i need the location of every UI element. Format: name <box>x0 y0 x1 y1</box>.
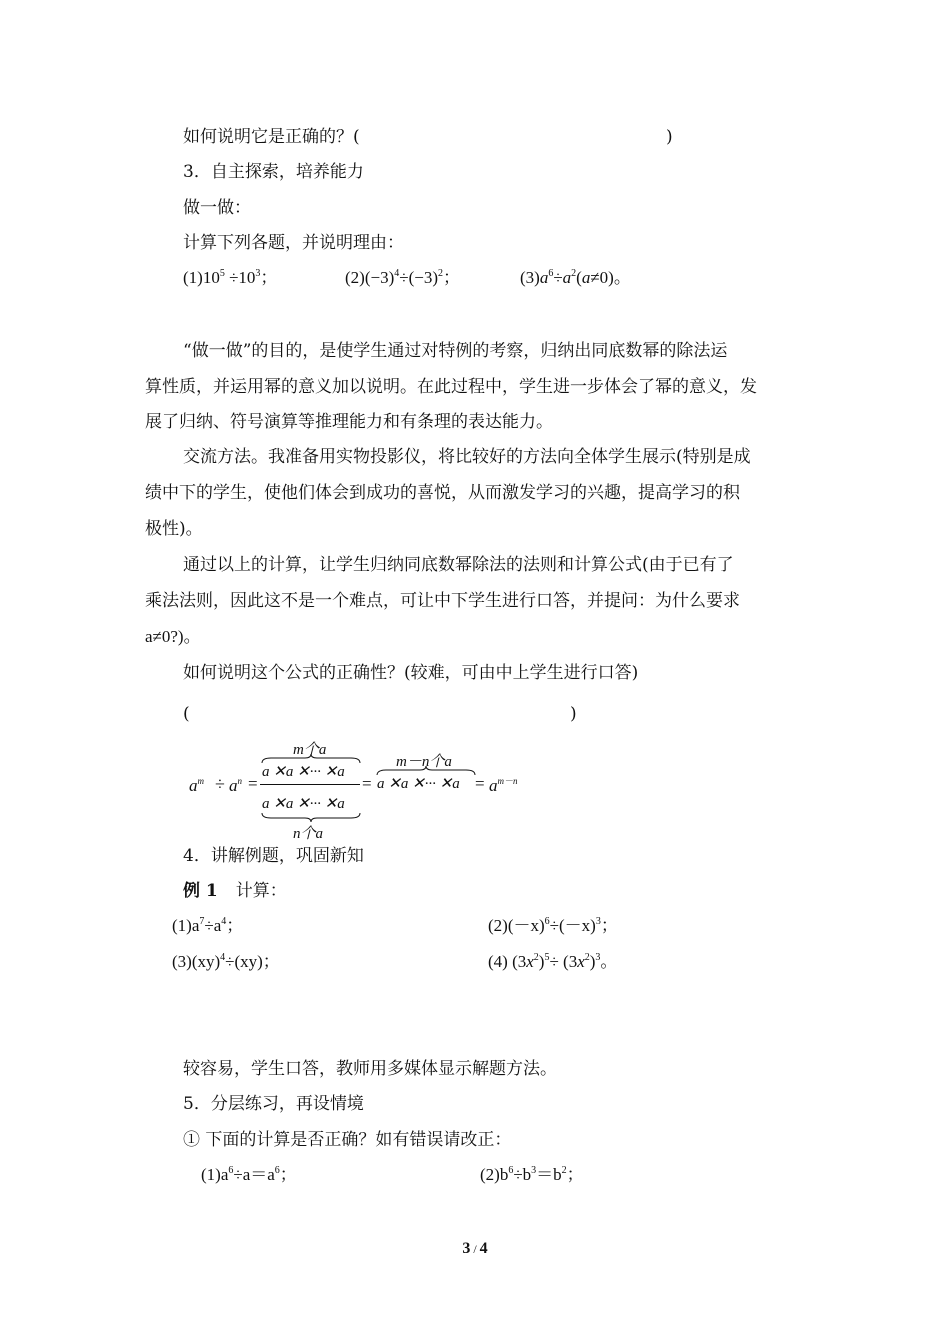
calc2-end: ； <box>442 268 460 287</box>
calc1-end: ； <box>260 268 278 287</box>
formula-lhs-a: a <box>189 776 198 795</box>
ex4-x2: x <box>577 952 585 971</box>
formula-lhs-n: n <box>237 776 242 786</box>
para1-line3: 展了归纳、符号演算等推理能力和有条理的表达能力。 <box>145 412 553 432</box>
calc3-a2: a <box>562 268 572 287</box>
q1b-mid2: ＝b <box>536 1165 562 1184</box>
calc3-cond: ≠0)。 <box>590 268 631 287</box>
q1b-base: (2)b <box>480 1165 509 1184</box>
ex3-base: (3)(xy) <box>172 952 221 971</box>
ex4-exp4: 3 <box>595 952 601 963</box>
calc-intro: 计算下列各题，并说明理由： <box>183 233 404 253</box>
prove-question <box>183 126 360 148</box>
page-number <box>0 1240 950 1258</box>
ex4-paren2: ) <box>589 952 596 971</box>
q1a-end: ； <box>279 1165 297 1184</box>
formula-lhs-a2: a <box>229 776 238 795</box>
close-paren: ) <box>666 127 673 147</box>
ex1-base: (1)a <box>172 916 200 935</box>
para2-line3: 极性)。 <box>145 519 203 539</box>
ex2-end: ； <box>600 916 618 935</box>
q1a-base: (1)a <box>201 1165 229 1184</box>
formula-eq2: = <box>362 774 372 793</box>
calc1-mid: ÷10 <box>224 268 256 287</box>
para1-line2: 算性质，并运用幂的意义加以说明。在此过程中，学生进一步体会了幂的意义，发 <box>145 377 757 397</box>
para2-line2: 绩中下的学生，使他们体会到成功的喜悦，从而激发学习的兴趣，提高学习的积 <box>145 483 740 503</box>
formula-rhs <box>489 776 518 796</box>
calc3-pre: (3) <box>520 268 540 287</box>
ex2-mid: ÷(－x) <box>549 916 596 935</box>
bottom-brace-icon <box>261 812 361 822</box>
q1a-exp2: 6 <box>274 1165 280 1176</box>
calc-item-3 <box>520 267 631 289</box>
formula-numerator: a ✕a ✕··· ✕a <box>262 764 345 780</box>
calc3-a3: a <box>581 268 591 287</box>
ex2-exp2: 3 <box>595 916 601 927</box>
formula-eq1: = <box>248 774 258 793</box>
ex3-end: ÷(xy)； <box>225 952 280 971</box>
formula-top-label: m个a <box>293 742 327 758</box>
formula-middle: a ✕a ✕··· ✕a <box>377 776 460 792</box>
formula-lhs-m: m <box>197 776 204 786</box>
para3-line2: 乘法法则，因此这不是一个难点，可让中下学生进行口答，并提问：为什么要求 <box>145 591 740 611</box>
section-5-title: 5．分层练习，再设情境 <box>183 1094 364 1114</box>
ex1-end: ； <box>226 916 244 935</box>
ex4-mid: ÷ (3 <box>549 952 578 971</box>
ex1-exp1: 7 <box>199 916 205 927</box>
q1a-mid: ÷a＝a <box>233 1165 275 1184</box>
page-current: 3 <box>462 1240 471 1257</box>
calc3-paren: ( <box>576 268 582 287</box>
calc1-exp1: 5 <box>219 268 225 279</box>
example-1-label: 例 1 <box>183 881 218 901</box>
ex2-base: (2)(－x) <box>488 916 545 935</box>
calc3-div: ÷ <box>553 268 563 287</box>
ex1-mid: ÷a <box>204 916 222 935</box>
ex3-exp1: 4 <box>220 952 226 963</box>
para1-line1: “做一做”的目的，是使学生通过对特例的考察，归纳出同底数幂的除法运 <box>183 341 728 361</box>
calc2-exp2: 2 <box>437 268 443 279</box>
q1b-exp3: 2 <box>561 1165 567 1176</box>
para4-line1: 如何说明这个公式的正确性？(较难，可由中上学生进行口答) <box>183 663 639 683</box>
calc2-base: (2)(−3) <box>345 268 395 287</box>
example-1-heading <box>183 880 287 902</box>
calc2-exp1: 4 <box>394 268 400 279</box>
q1b-exp2: 3 <box>531 1165 537 1176</box>
calc1-base: (1)10 <box>183 268 220 287</box>
example-1-text: 计算： <box>235 881 287 901</box>
calc3-a: a <box>539 268 549 287</box>
ex2-exp1: 6 <box>544 916 550 927</box>
example-item-4 <box>488 951 617 973</box>
ex4-x: x <box>526 952 534 971</box>
exercise-item-1 <box>201 1164 297 1186</box>
formula-eq3: = <box>475 774 485 793</box>
exercise-question-1: ① 下面的计算是否正确？如有错误请改正： <box>183 1130 512 1150</box>
ex4-exp2: 5 <box>544 952 550 963</box>
exercise-item-2 <box>480 1164 584 1186</box>
para3-line1: 通过以上的计算，让学生归纳同底数幂除法的法则和计算公式(由于已有了 <box>183 555 734 575</box>
ex4-end: 。 <box>600 952 618 971</box>
ex1-exp2: 4 <box>221 916 227 927</box>
prove-question-close <box>666 126 673 148</box>
q1b-mid: ÷b <box>513 1165 532 1184</box>
formula-denominator: a ✕a ✕··· ✕a <box>262 796 345 812</box>
fraction-bar <box>260 784 360 785</box>
prove-question-text: 如何说明它是正确的？( <box>183 127 360 147</box>
formula-div: ÷ <box>215 774 225 794</box>
q1b-exp1: 6 <box>508 1165 514 1176</box>
formula-lhs <box>189 776 204 796</box>
formula-bottom-label: n个a <box>293 826 324 842</box>
example-item-1 <box>172 915 243 937</box>
para3-line3: a≠0?)。 <box>145 627 201 646</box>
ex4-exp1: 2 <box>533 952 539 963</box>
calc3-exp1: 6 <box>548 268 554 279</box>
formula-mid-label: m－n个a <box>396 754 452 770</box>
calc-item-1 <box>183 267 277 289</box>
page-separator: / <box>470 1242 480 1256</box>
section-3-title: 3．自主探索，培养能力 <box>183 162 364 182</box>
page-total: 4 <box>479 1240 488 1257</box>
para2-line1: 交流方法。我准备用实物投影仪，将比较好的方法向全体学生展示(特别是成 <box>183 447 751 467</box>
q1a-exp1: 6 <box>228 1165 234 1176</box>
section-4-title: 4．讲解例题，巩固新知 <box>183 846 364 866</box>
easy-note: 较容易，学生口答，教师用多媒体显示解题方法。 <box>183 1059 557 1079</box>
formula-rhs-a: a <box>489 776 498 795</box>
try-title: 做一做： <box>183 198 251 218</box>
para4-open: ( <box>183 704 190 724</box>
ex4-paren: ) <box>538 952 545 971</box>
example-item-2 <box>488 915 618 937</box>
q1b-end: ； <box>566 1165 584 1184</box>
example-item-3 <box>172 951 280 973</box>
formula-rhs-exp: m－n <box>497 776 518 786</box>
ex4-exp3: 2 <box>584 952 590 963</box>
calc2-mid: ÷(−3) <box>399 268 438 287</box>
calc-item-2 <box>345 267 460 289</box>
ex4-pre: (4) (3 <box>488 952 527 971</box>
calc1-exp2: 3 <box>255 268 261 279</box>
para4-close: ) <box>570 704 577 724</box>
division-formula <box>185 738 545 842</box>
calc3-exp2: 2 <box>571 268 577 279</box>
formula-lhs2 <box>229 776 242 796</box>
